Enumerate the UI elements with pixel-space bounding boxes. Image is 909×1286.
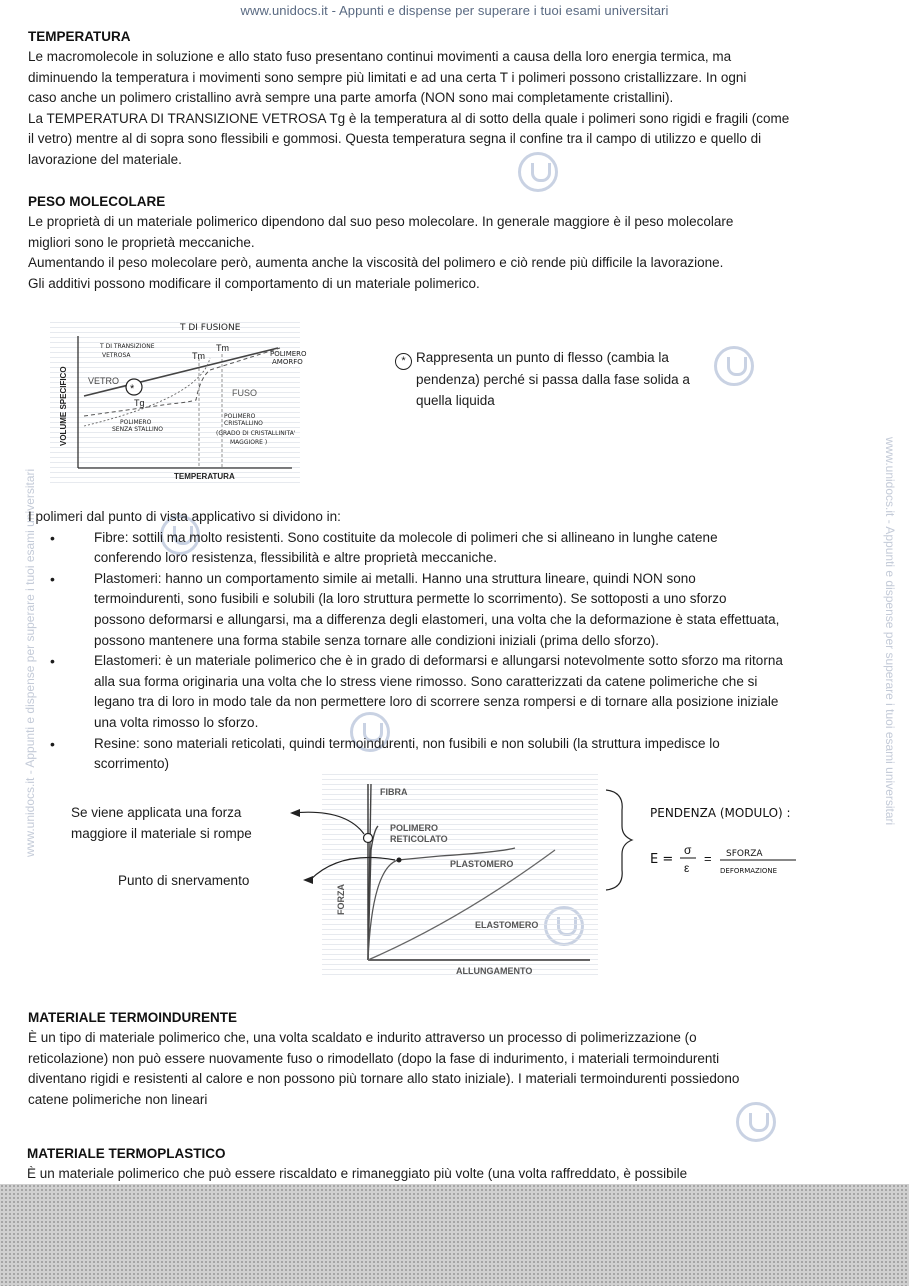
text-line: termoindurenti, sono fusibili e solubili (la loro struttura permette lo scorrimento). Se sottoposti a uno sforzo bbox=[94, 591, 727, 607]
diagram-label: SENZA STALLINO bbox=[112, 426, 163, 433]
diagram-label: POLIMERO bbox=[270, 350, 307, 358]
diagram-label: POLIMERO bbox=[224, 413, 256, 420]
diagram-label: FUSO bbox=[232, 388, 258, 398]
diagram-x-axis-label: ALLUNGAMENTO bbox=[456, 966, 533, 976]
diagram-star-label: * bbox=[130, 383, 135, 395]
diagram-label: Tm bbox=[216, 343, 229, 353]
diagram-label: CRISTALLINO bbox=[224, 420, 263, 427]
diagram-label: PLASTOMERO bbox=[450, 859, 514, 869]
section-title: TEMPERATURA bbox=[28, 29, 131, 44]
text-line: È un tipo di materiale polimerico che, una volta scaldato e indurito attraverso un processo di polimerizzazione (o bbox=[28, 1030, 697, 1045]
text-line: scorrimento) bbox=[94, 756, 170, 772]
diagram-label: Tm bbox=[192, 351, 205, 361]
text-line: reticolazione) non può essere nuovamente fuso o rimodellato (dopo la fase di indurimento, i materiali termoindurenti bbox=[28, 1050, 720, 1066]
list-intro: I polimeri dal punto di vista applicativo si dividono in: bbox=[28, 509, 341, 524]
diagram-label: (GRADO DI CRISTALLINITA' bbox=[216, 430, 296, 437]
left-watermark: www.unidocs.it - Appunti e dispense per superare i tuoi esami universitari bbox=[23, 468, 37, 857]
text-line: lavorazione del materiale. bbox=[28, 151, 182, 167]
text-line: Aumentando il peso molecolare però, aumenta anche la viscosità del polimero e ciò rende più difficile la lavorazione. bbox=[28, 255, 724, 271]
text-line: È un materiale polimerico che può essere riscaldato e rimaneggiato più volte (una volta raffreddato, è possibile bbox=[27, 1166, 688, 1181]
text-line: il vetro) mentre al di sopra sono flessibili e gommosi. Questa temperatura segna il confine tra il campo di utilizzo e quello di bbox=[28, 131, 762, 147]
text-line: Gli additivi possono modificare il comportamento di un materiale polimerico. bbox=[28, 275, 480, 291]
text-line: Le macromolecole in soluzione e allo stato fuso presentano continui movimenti a causa della loro energia termica, ma bbox=[28, 49, 732, 64]
text-line: possono deformarsi e allungarsi, ma a differenza degli elastomeri, una volta che la deformazione è stata effettuata, bbox=[94, 611, 780, 627]
site-banner: www.unidocs.it - Appunti e dispense per superare i tuoi esami universitari bbox=[240, 3, 669, 18]
equation-denominator: DEFORMAZIONE bbox=[720, 867, 778, 875]
watermark-logo-icon bbox=[714, 346, 754, 386]
note-line: Rappresenta un punto di flesso (cambia la bbox=[416, 350, 669, 365]
text-line: Elastomeri: è un materiale polimerico che è in grado di deformarsi e allungarsi notevolmente sotto sforzo ma ritorna bbox=[94, 653, 783, 669]
text-line: catene polimeriche non lineari bbox=[28, 1091, 208, 1107]
text-line: diventano rigidi e resistenti al calore e non possono più tornare allo stato iniziale). I materiali termoindurenti possiedono bbox=[28, 1071, 740, 1087]
text-line: una volta rimosso lo sforzo. bbox=[94, 714, 259, 730]
diagram-label: FIBRA bbox=[380, 787, 408, 797]
note-line: Se viene applicata una forza bbox=[71, 805, 242, 820]
equation-epsilon: ε bbox=[684, 861, 690, 875]
star-icon: * bbox=[395, 353, 412, 370]
diagram-label: POLIMERO bbox=[390, 823, 439, 833]
equation-equals: = bbox=[704, 851, 712, 866]
diagram-y-axis-label: VOLUME SPECIFICO bbox=[59, 366, 68, 446]
section-termoindurente bbox=[28, 1008, 883, 1110]
text-line: legano tra di loro in modo tale da non permettere loro di scorrere senza rompersi e di tornare alla posizione iniziale bbox=[94, 694, 779, 710]
diagram-label: VETROSA bbox=[102, 352, 131, 359]
list-item bbox=[28, 651, 883, 733]
text-line: diminuendo la temperatura i movimenti sono sempre più limitati e ad una certa T i polimeri possono cristallizzare. In ogni bbox=[28, 69, 747, 85]
diagram-x-axis-label: TEMPERATURA bbox=[174, 472, 235, 481]
text-line: Plastomeri: hanno un comportamento simile ai metalli. Hanno una struttura lineare, quindi NON sono bbox=[94, 570, 696, 586]
note-line: quella liquida bbox=[416, 392, 495, 408]
section-title: PESO MOLECOLARE bbox=[28, 194, 166, 209]
equation-numerator: SFORZA bbox=[726, 849, 763, 859]
section-title: MATERIALE TERMOINDURENTE bbox=[28, 1010, 237, 1025]
note-line: maggiore il materiale si rompe bbox=[71, 825, 252, 841]
text-line: caso anche un polimero cristallino avrà sempre una parte amorfa (NON sono mai completamente cristallini). bbox=[28, 90, 674, 106]
force-elongation-diagram bbox=[0, 770, 909, 980]
text-line: migliori sono le proprietà meccaniche. bbox=[28, 234, 255, 250]
text-line: Le proprietà di un materiale polimerico dipendono dal suo peso molecolare. In generale maggiore è il peso molecolare bbox=[28, 214, 734, 229]
diagram-label: ELASTOMERO bbox=[475, 920, 539, 930]
list-item bbox=[28, 734, 883, 775]
diagram-note bbox=[395, 348, 690, 411]
diagram-label: POLIMERO bbox=[120, 419, 152, 426]
note-line: pendenza) perché si passa dalla fase solida a bbox=[416, 372, 690, 387]
diagram-label: VETRO bbox=[88, 376, 120, 386]
obscured-preview-overlay bbox=[0, 1184, 909, 1286]
text-line: La TEMPERATURA DI TRANSIZIONE VETROSA Tg è la temperatura al di sotto della quale i polimeri sono rigidi e fragili (come bbox=[28, 110, 790, 126]
section-peso-molecolare bbox=[28, 192, 883, 294]
text-line: Fibre: sottili ma molto resistenti. Sono costituite da molecole di polimeri che si allineano in lunghe catene bbox=[94, 529, 718, 545]
diagram-label: AMORFO bbox=[272, 358, 303, 366]
text-line: Resine: sono materiali reticolati, quindi termoindurenti, non fusibili e non solubili (la struttura impedisce lo bbox=[94, 735, 720, 751]
section-temperatura bbox=[28, 27, 883, 171]
section-classificazione bbox=[28, 507, 883, 775]
equation-sigma: σ bbox=[684, 843, 692, 857]
volume-temperature-diagram bbox=[50, 318, 307, 484]
polymer-types-list bbox=[28, 528, 883, 775]
text-line: possono mantenere una forma stabile senza tornare alle condizioni iniziali (prima dello sforzo). bbox=[94, 632, 660, 648]
diagram-label: T DI FUSIONE bbox=[180, 323, 241, 333]
yield-note: Punto di snervamento bbox=[118, 873, 250, 888]
diagram-label: RETICOLATO bbox=[390, 834, 448, 844]
list-item bbox=[28, 569, 883, 651]
pendenza-label: PENDENZA (MODULO) : bbox=[650, 806, 791, 820]
diagram-label: Tg bbox=[134, 398, 145, 408]
diagram-label: T DI TRANSIZIONE bbox=[100, 343, 155, 350]
section-title: MATERIALE TERMOPLASTICO bbox=[27, 1146, 226, 1161]
diagram-y-axis-label: FORZA bbox=[336, 884, 346, 915]
diagram-label: MAGGIORE ) bbox=[230, 439, 268, 446]
right-watermark: www.unidocs.it - Appunti e dispense per superare i tuoi esami universitari bbox=[883, 437, 897, 826]
list-item bbox=[28, 528, 883, 569]
text-line: conferendo loro resistenza, flessibilità e altre proprietà meccaniche. bbox=[94, 550, 497, 566]
text-line: alla sua forma originaria una volta che lo stress viene rimosso. Sono caratterizzati da catene polimeriche che si bbox=[94, 673, 758, 689]
equation-e: E = bbox=[650, 852, 674, 867]
